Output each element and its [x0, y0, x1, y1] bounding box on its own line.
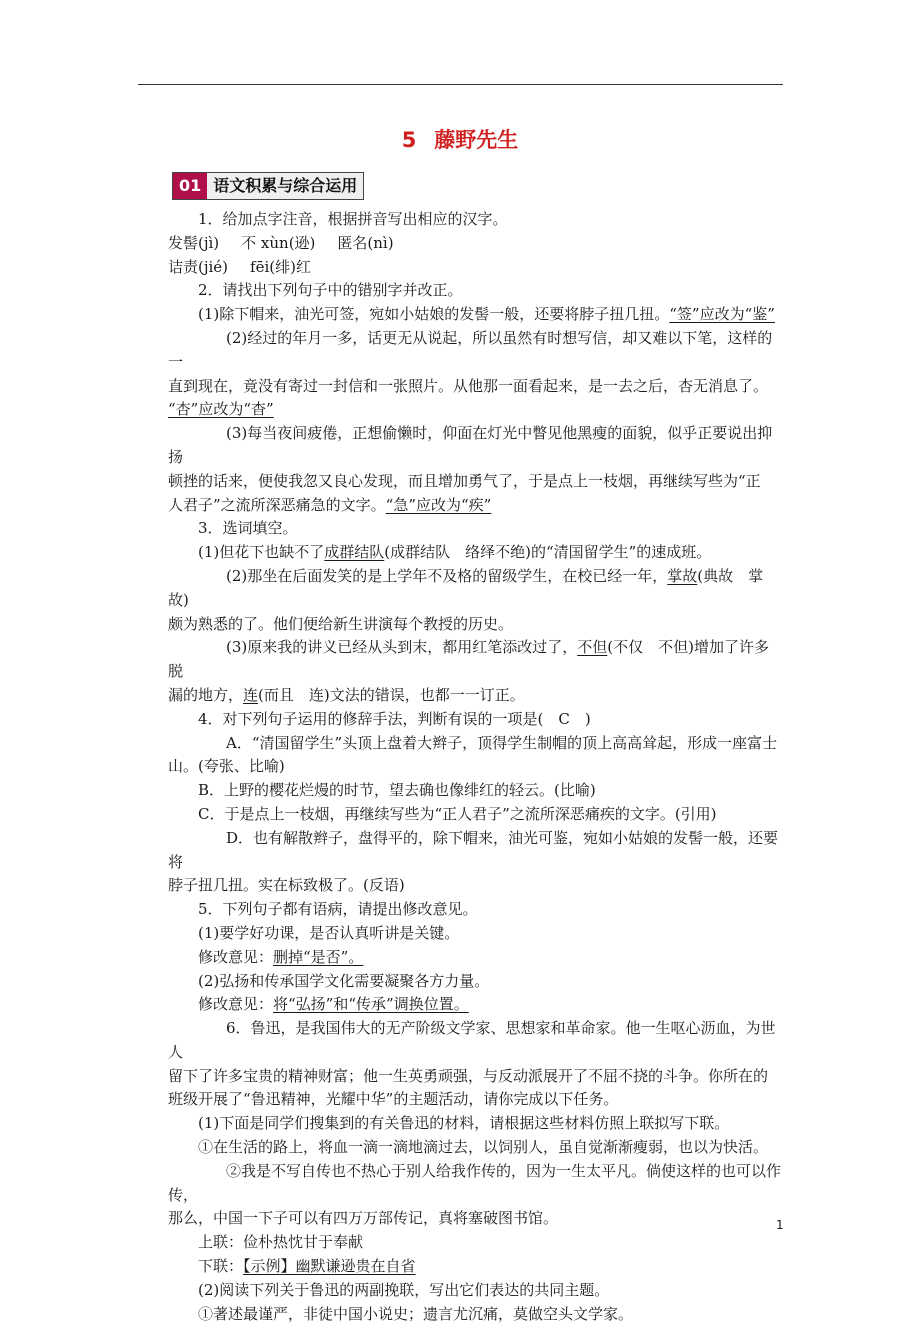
- q4-option-a: A．“清国留学生”头顶上盘着大辫子，顶得学生制帽的顶上高高耸起，形成一座富士: [226, 733, 778, 752]
- q1-answer: fēi(绯)红: [250, 257, 311, 276]
- q4-stem: 4．对下列句子运用的修辞手法，判断有误的一项是( C ): [198, 709, 591, 728]
- q4-option-b: B．上野的樱花烂熳的时节，望去确也像绯红的轻云。(比喻): [198, 781, 596, 800]
- page-title: [0, 124, 920, 154]
- suggestion-label: 修改意见：: [198, 995, 274, 1014]
- sentence-text: 漏的地方，: [168, 685, 244, 704]
- q6-part-2: (2)阅读下列关于鲁迅的两副挽联，写出它们表达的共同主题。: [198, 1280, 610, 1299]
- q4-option-a-cont: 山。(夸张、比喻): [168, 757, 285, 776]
- q3-sentence-3-cont: [168, 684, 783, 708]
- q6-part-1: (1)下面是同学们搜集到的有关鲁迅的材料，请根据这些材料仿照上联拟写下联。: [198, 1114, 730, 1133]
- q6-upper-couplet: 上联：俭朴热忱甘于奉献: [198, 1233, 364, 1252]
- couplet-label: 下联：: [198, 1257, 244, 1276]
- q1-answer: 不 xùn(逊): [241, 233, 316, 252]
- q1-answers-row2: [168, 256, 783, 280]
- q2-sentence-2-cont: 直到现在，竟没有寄过一封信和一张照片。从他那一面看起来，是一去之后，杏无消息了。: [168, 376, 769, 395]
- sentence-text: (典故 掌故): [168, 566, 764, 609]
- q3-answer-2: 掌故: [667, 566, 698, 585]
- q3-stem: 3．选词填空。: [198, 519, 298, 538]
- page-number: 1: [776, 1218, 784, 1232]
- q6-stem-cont: 留下了许多宝贵的精神财富；他一生英勇顽强，与反动派展开了不屈不挠的斗争。你所在的: [168, 1066, 769, 1085]
- q4-option-d-cont: 脖子扭几扭。实在标致极了。(反语): [168, 876, 405, 895]
- q3-sentence-1: [168, 541, 783, 565]
- q1-answer: 匿名(nì): [337, 233, 394, 252]
- sentence-text: (1)除下帽来，油光可签，宛如小姑娘的发髻一般，还要将脖子扭几扭。: [198, 305, 670, 324]
- q6-material-2: ②我是不写自传也不热心于别人给我作传的，因为一生太平凡。倘使这样的也可以作传，: [168, 1161, 782, 1204]
- q3-answer-4: 连: [243, 685, 259, 704]
- q4-option-c: C．于是点上一枝烟，再继续写些为“正人君子”之流所深恶痛疾的文字。(引用): [198, 804, 717, 823]
- q6-stem-end: 班级开展了“鲁迅精神，光耀中华”的主题活动，请你完成以下任务。: [168, 1090, 619, 1109]
- q6-material-2-cont: 那么，中国一下子可以有四万万部传记，真将塞破图书馆。: [168, 1209, 559, 1228]
- q2-answer-2-line: [168, 398, 783, 422]
- q5-sentence-2: (2)弘扬和传承国学文化需要凝聚各方力量。: [198, 971, 490, 990]
- q5-suggestion-2: [168, 993, 783, 1017]
- q4-option-d: D．也有解散辫子，盘得平的，除下帽来，油光可鉴，宛如小姑娘的发髻一般，还要将: [168, 828, 779, 871]
- sentence-text: (成群结队 络绎不绝)的“清国留学生”的速成班。: [384, 543, 712, 562]
- q5-suggestion-1: [168, 946, 783, 970]
- q3-sentence-2: [168, 565, 783, 613]
- q6-material-1: ①在生活的路上，将血一滴一滴地滴过去，以饲别人，虽自觉渐渐瘦弱，也以为快活。: [198, 1138, 769, 1157]
- sentence-text: (1)但花下也缺不了: [198, 543, 325, 562]
- q2-sentence-3-cont: 顿挫的话来，便使我忽又良心发现，而且增加勇气了，于是点上一枝烟，再继续写些为“正: [168, 471, 761, 490]
- sentence-text: 人君子”之流所深恶痛急的文字。: [168, 495, 386, 514]
- suggestion-label: 修改意见：: [198, 947, 274, 966]
- q6-answer: 【示例】幽默谦逊贵在自省: [243, 1257, 416, 1276]
- q6-lower-couplet: [168, 1255, 783, 1279]
- q6-stem: 6．鲁迅，是我国伟大的无产阶级文学家、思想家和革命家。他一生呕心沥血，为世人: [168, 1019, 776, 1061]
- q1-answer: 发髻(jì): [168, 233, 220, 252]
- q2-sentence-2: (2)经过的年月一多，话更无从说起，所以虽然有时想写信，却又难以下笔，这样的一: [168, 328, 773, 371]
- q3-answer-1: 成群结队: [324, 543, 385, 562]
- q6-couplet-1: ①著述最谨严，非徒中国小说史；遗言尤沉痛，莫做空头文学家。: [198, 1304, 634, 1323]
- section-label: 语文积累与综合运用: [207, 173, 363, 199]
- q2-sentence-1: [168, 303, 783, 327]
- q1-answer: 诘责(jié): [168, 257, 229, 276]
- q1-stem: 1．给加点字注音，根据拼音写出相应的汉字。: [198, 210, 508, 228]
- sentence-text: (不仅 不但)增加了许多脱: [168, 638, 769, 681]
- worksheet-content: [168, 208, 783, 1326]
- section-number: 01: [173, 173, 207, 199]
- q5-answer-2: 将“弘扬”和“传承”调换位置。: [273, 995, 469, 1014]
- sentence-text: (而且 连)文法的错误，也都一一订正。: [258, 685, 525, 704]
- q2-answer-1: “签”应改为“鉴”: [669, 305, 775, 324]
- sentence-text: (2)那坐在后面发笑的是上学年不及格的留级学生，在校已经一年，: [226, 566, 668, 585]
- q2-sentence-3-end: [168, 494, 783, 518]
- q2-answer-2: “杏”应改为“杳”: [168, 400, 274, 419]
- q3-answer-3: 不但: [577, 638, 608, 657]
- q5-stem: 5．下列句子都有语病，请提出修改意见。: [198, 900, 478, 919]
- header-rule: [138, 84, 783, 85]
- sentence-text: (3)原来我的讲义已经从头到末，都用红笔添改过了，: [226, 638, 578, 657]
- lesson-number: 5: [401, 128, 417, 152]
- q2-answer-3: “急”应改为“疾”: [385, 495, 492, 514]
- q5-sentence-1: (1)要学好功课，是否认真听讲是关键。: [198, 923, 460, 942]
- q1-answers-row1: [168, 232, 783, 256]
- q3-sentence-2-cont: 颇为熟悉的了。他们便给新生讲演每个教授的历史。: [168, 614, 514, 633]
- q2-stem: 2．请找出下列句子中的错别字并改正。: [198, 281, 463, 300]
- q5-answer-1: 删掉“是否”。: [273, 947, 364, 966]
- lesson-title: 藤野先生: [434, 128, 519, 152]
- q2-sentence-3: (3)每当夜间疲倦，正想偷懒时，仰面在灯光中瞥见他黑瘦的面貌，似乎正要说出抑扬: [168, 424, 773, 466]
- section-badge: [172, 172, 364, 200]
- q3-sentence-3: [168, 636, 783, 684]
